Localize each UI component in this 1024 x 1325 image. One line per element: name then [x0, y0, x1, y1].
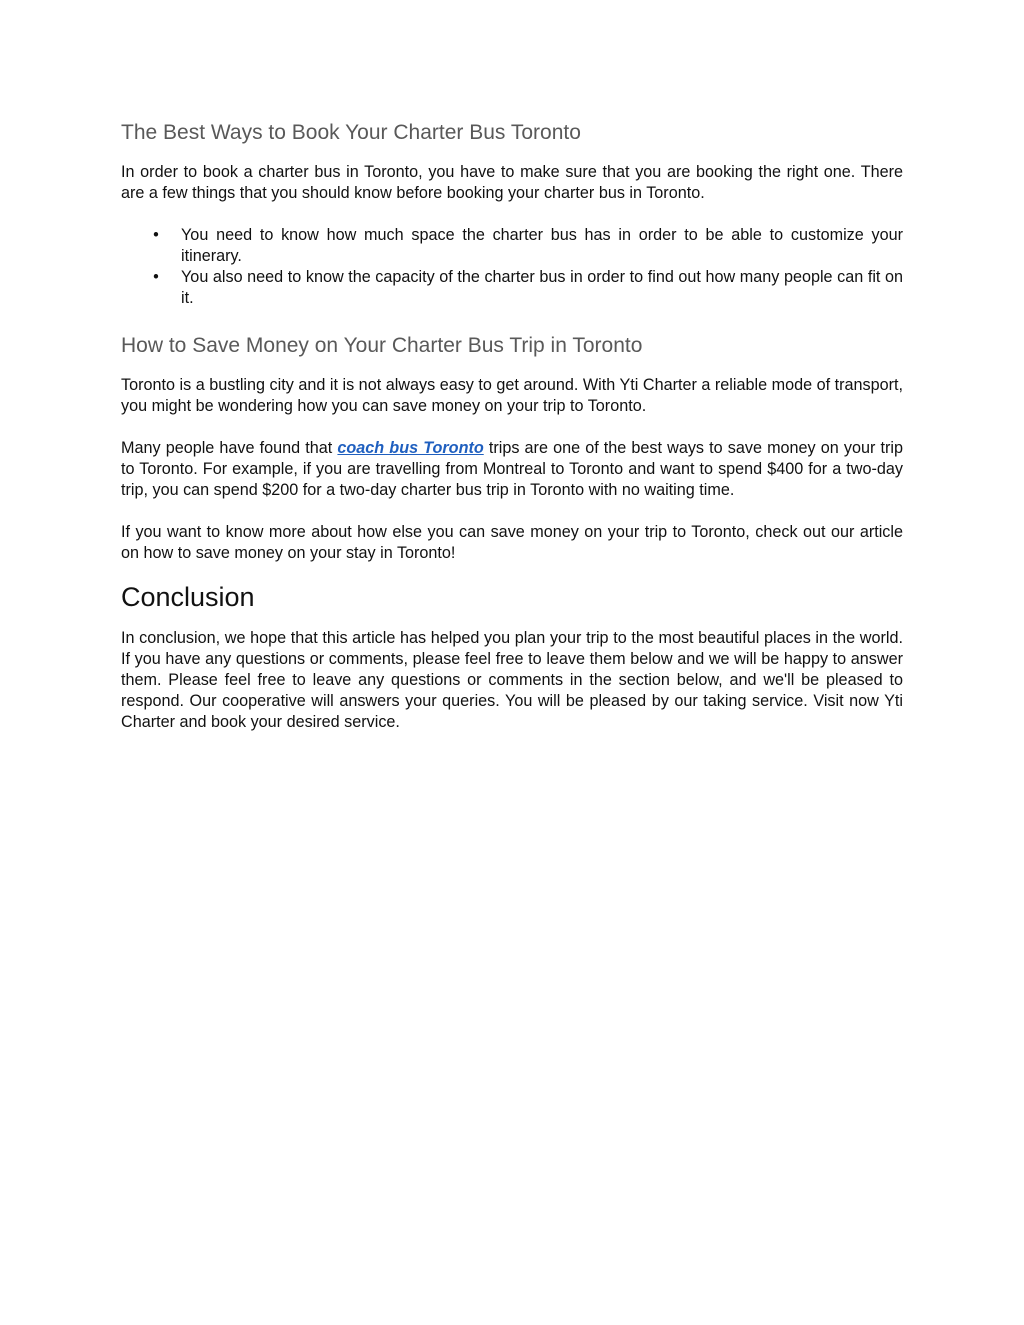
bullet-list [121, 225, 903, 309]
list-item-text: You also need to know the capacity of the charter bus in order to find out how many people can fit on it. [181, 268, 903, 307]
coach-bus-toronto-link[interactable]: coach bus Toronto [337, 439, 484, 457]
bullet-icon: • [153, 268, 159, 286]
list-item [121, 225, 903, 267]
paragraph-more-info: If you want to know more about how else you can save money on your trip to Toronto, check out our article on how to save money on your stay in Toronto! [121, 523, 903, 562]
paragraph-coach-bus [121, 438, 903, 501]
section-heading-book: The Best Ways to Book Your Charter Bus Toronto [121, 121, 581, 144]
paragraph-text: Many people have found that [121, 439, 338, 457]
paragraph-text: trips are one of the best ways to save money on your trip to Toronto. For example, if you are travelling from Montreal to Toronto and want to spend $400 for a two-day trip, you can spend $200 for a two-day charter bus trip in Toronto with no waiting time. [121, 439, 903, 499]
paragraph-conclusion: In conclusion, we hope that this article has helped you plan your trip to the most beautiful places in the world. If you have any questions or comments, please feel free to leave them below and we will be happy to answer them. Please feel free to leave any questions or comments in the section below, and we'll be pleased to respond. Our cooperative will answers your queries. You will be pleased by our taking service. Visit now Yti Charter and book your desired service. [121, 629, 903, 731]
conclusion-heading: Conclusion [121, 582, 255, 612]
document-page [121, 118, 903, 733]
bullet-icon: • [153, 226, 159, 244]
paragraph-book-intro: In order to book a charter bus in Toronto, you have to make sure that you are booking the right one. There are a few things that you should know before booking your charter bus in Toronto. [121, 163, 903, 202]
paragraph-save-intro: Toronto is a bustling city and it is not always easy to get around. With Yti Charter a reliable mode of transport, you might be wondering how you can save money on your trip to Toronto. [121, 376, 903, 415]
list-item-text: You need to know how much space the charter bus has in order to be able to customize your itinerary. [181, 226, 903, 265]
list-item [121, 267, 903, 309]
section-heading-save-money: How to Save Money on Your Charter Bus Trip in Toronto [121, 334, 643, 357]
